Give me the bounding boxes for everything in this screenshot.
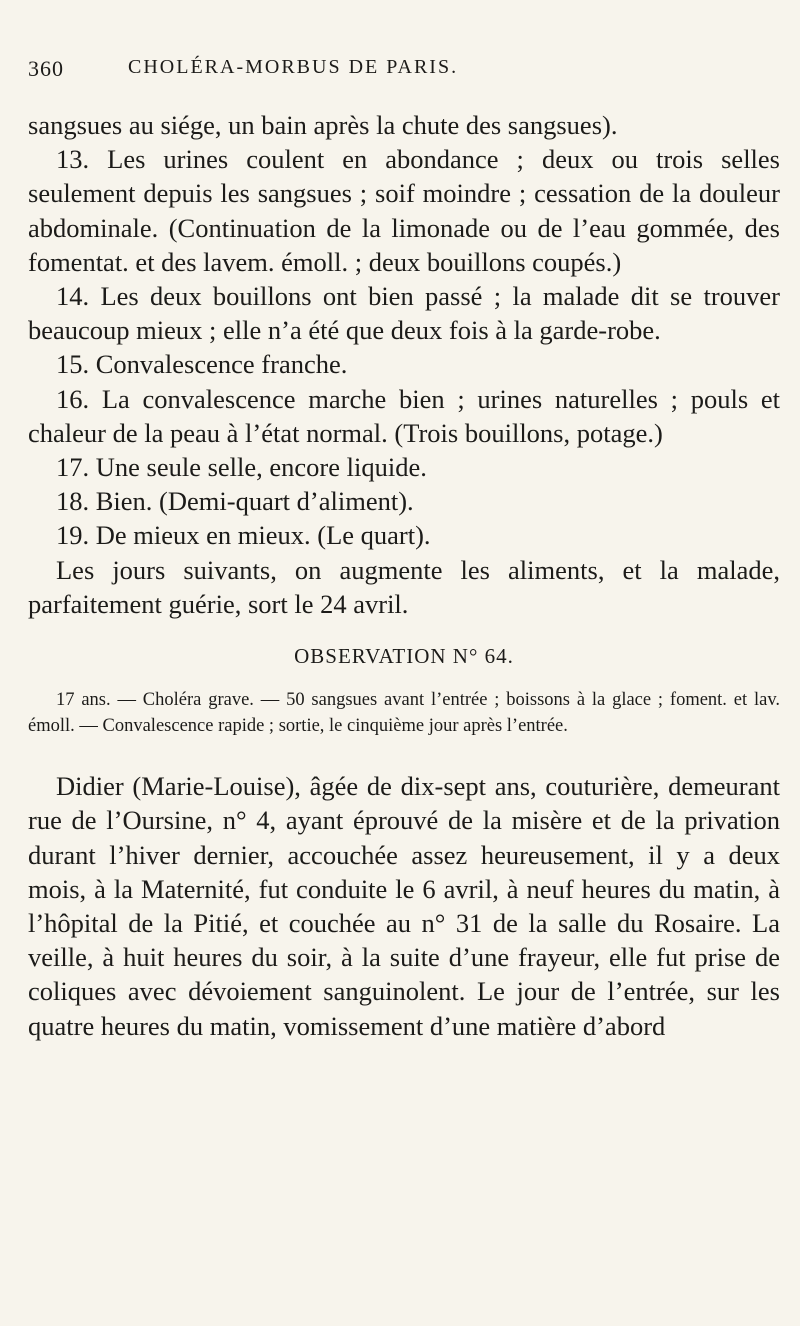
page-header bbox=[28, 56, 768, 96]
paragraph-day-16: 16. La convalescence marche bien ; urines naturelles ; pouls et chaleur de la peau à l’état normal. (Trois bouillons, potage.) bbox=[28, 383, 780, 448]
page-body bbox=[28, 108, 780, 1043]
paragraph-following-days: Les jours suivants, on augmente les aliments, et la malade, parfaitement guérie, sort le 24 avril. bbox=[28, 554, 780, 619]
paragraph-day-18: 18. Bien. (Demi-quart d’aliment). bbox=[56, 486, 414, 517]
paragraph-day-19: 19. De mieux en mieux. (Le quart). bbox=[56, 520, 431, 551]
observation-summary: 17 ans. — Choléra grave. — 50 sangsues avant l’entrée ; boissons à la glace ; foment. et lav. émoll. — Convalescence rapide ; sortie, le cinquième jour après l’entrée. bbox=[28, 690, 780, 737]
paragraph-day-13: 13. Les urines coulent en abondance ; deux ou trois selles seulement depuis les sangsues ; soif moindre ; cessation de la douleur abdominale. (Continuation de la limonade ou de l’eau gommée, des fomentat. et des lavem. émoll. ; deux bouillons coupés.) bbox=[28, 144, 780, 277]
paragraph-day-15: 15. Convalescence franche. bbox=[56, 349, 348, 380]
observation-text: Didier (Marie-Louise), âgée de dix-sept ans, couturière, demeurant rue de l’Oursine, n° 4, ayant éprouvé de la misère et de la privation durant l’hiver dernier, accouchée assez heureusement, il y a deux mois, à la Maternité, fut conduite le 6 avril, à neuf heures du matin, à l’hôpital de la Pitié, et couchée au n° 31 de la salle du Rosaire. La veille, à huit heures du soir, à la suite d’une frayeur, elle fut prise de coliques avec dévoiement sanguinolent. Le jour de l’entrée, sur les quatre heures du matin, vomissement d’une matière d’abord bbox=[28, 771, 780, 1041]
paragraph-day-14: 14. Les deux bouillons ont bien passé ; la malade dit se trouver beaucoup mieux ; elle n’a été que deux fois à la garde-robe. bbox=[28, 281, 780, 346]
running-title: CHOLÉRA-MORBUS DE PARIS. bbox=[128, 56, 459, 78]
page-number: 360 bbox=[28, 56, 64, 81]
observation-title: OBSERVATION N° 64. bbox=[294, 644, 514, 669]
paragraph-continuation: sangsues au siége, un bain après la chute des sangsues). bbox=[28, 110, 618, 140]
paragraph-day-17: 17. Une seule selle, encore liquide. bbox=[56, 452, 427, 483]
